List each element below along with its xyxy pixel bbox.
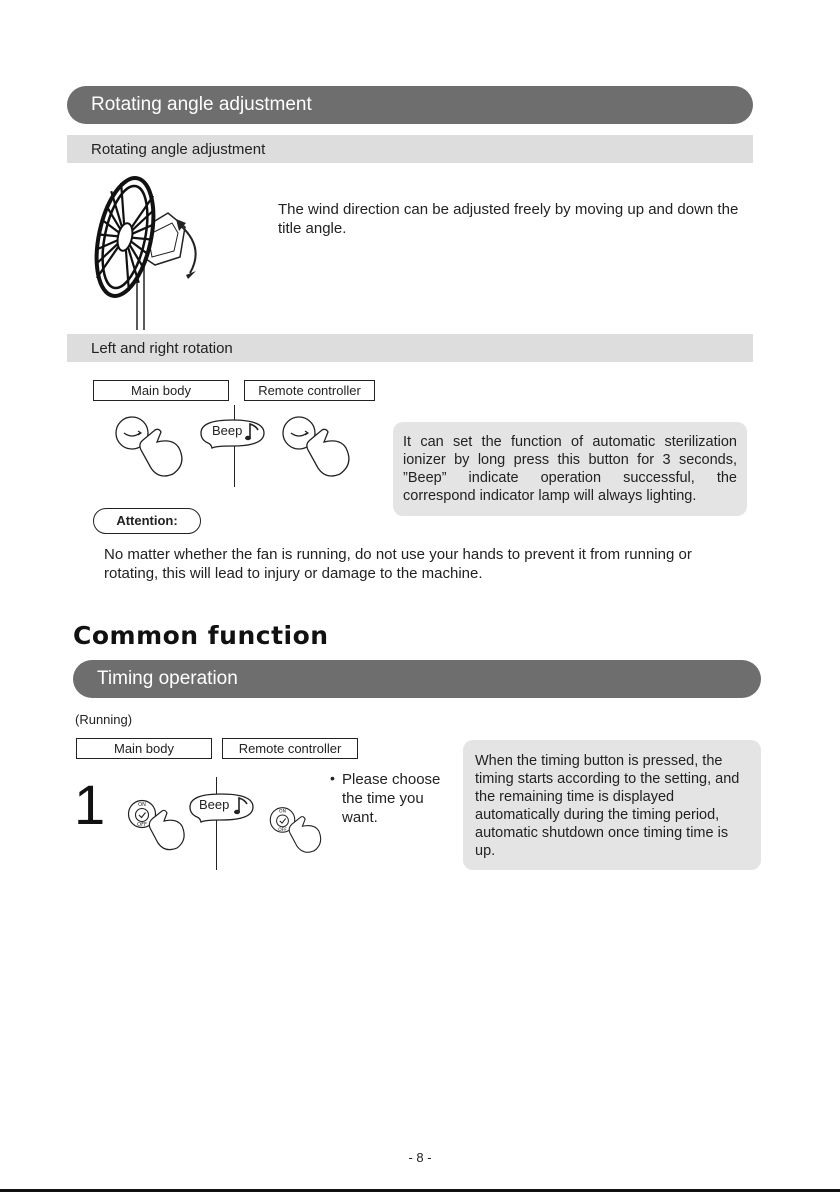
subsection-label: Rotating angle adjustment bbox=[91, 140, 266, 158]
section-header-timing bbox=[73, 660, 761, 698]
subsection-label: Left and right rotation bbox=[91, 339, 233, 357]
attention-badge bbox=[93, 508, 201, 534]
attention-text: No matter whether the fan is running, do not use your hands to prevent it from running or rotating, this will lead to injury or damage to the machine. bbox=[104, 546, 692, 582]
svg-text:OFF: OFF bbox=[278, 827, 287, 833]
oscillate-button-main-body bbox=[113, 412, 189, 478]
ionizer-note-text: It can set the function of automatic sterilization ionizer by long press this button for 3 seconds, ”Beep” indicate operation successful, the correspond indicator lamp will always lighting. bbox=[403, 434, 737, 504]
timer-button-main-body bbox=[126, 796, 190, 852]
svg-text:ON: ON bbox=[279, 809, 286, 815]
step-number: 1 bbox=[74, 773, 106, 836]
bullet-dot: • bbox=[330, 770, 335, 786]
section-header-label: Timing operation bbox=[97, 668, 238, 689]
timing-note-text: When the timing button is pressed, the timing starts according to the setting, and the remaining time is displayed automatically during the timing period, automatic shutdown once timing time is up. bbox=[475, 753, 740, 859]
svg-text:OFF: OFF bbox=[137, 822, 147, 828]
svg-text:ON: ON bbox=[138, 802, 146, 808]
ionizer-note-box bbox=[393, 422, 747, 516]
choose-time-text: Please choose the time you want. bbox=[342, 771, 441, 826]
oscillate-button-remote bbox=[280, 412, 356, 478]
remote-controller-label: Remote controller bbox=[244, 380, 375, 401]
subsection-band-rotating-angle bbox=[67, 135, 753, 163]
timer-button-remote bbox=[268, 802, 326, 856]
page-section-title: Common function bbox=[73, 621, 329, 650]
running-label: (Running) bbox=[75, 712, 133, 727]
section-header-label: Rotating angle adjustment bbox=[91, 94, 312, 115]
beep-text: Beep bbox=[199, 797, 230, 812]
beep-text: Beep bbox=[212, 423, 243, 438]
page-number: - 8 - bbox=[408, 1150, 432, 1165]
attention-label: Attention: bbox=[116, 513, 178, 528]
fan-tilt-illustration bbox=[80, 175, 220, 333]
remote-controller-label: Remote controller bbox=[222, 738, 358, 759]
main-body-label: Main body bbox=[76, 738, 212, 759]
tilt-description: The wind direction can be adjusted freely by moving up and down the title angle. bbox=[278, 201, 739, 237]
section-header-rotating bbox=[67, 86, 753, 124]
subsection-band-left-right bbox=[67, 334, 753, 362]
main-body-label: Main body bbox=[93, 380, 229, 401]
timing-note-box bbox=[463, 740, 761, 870]
